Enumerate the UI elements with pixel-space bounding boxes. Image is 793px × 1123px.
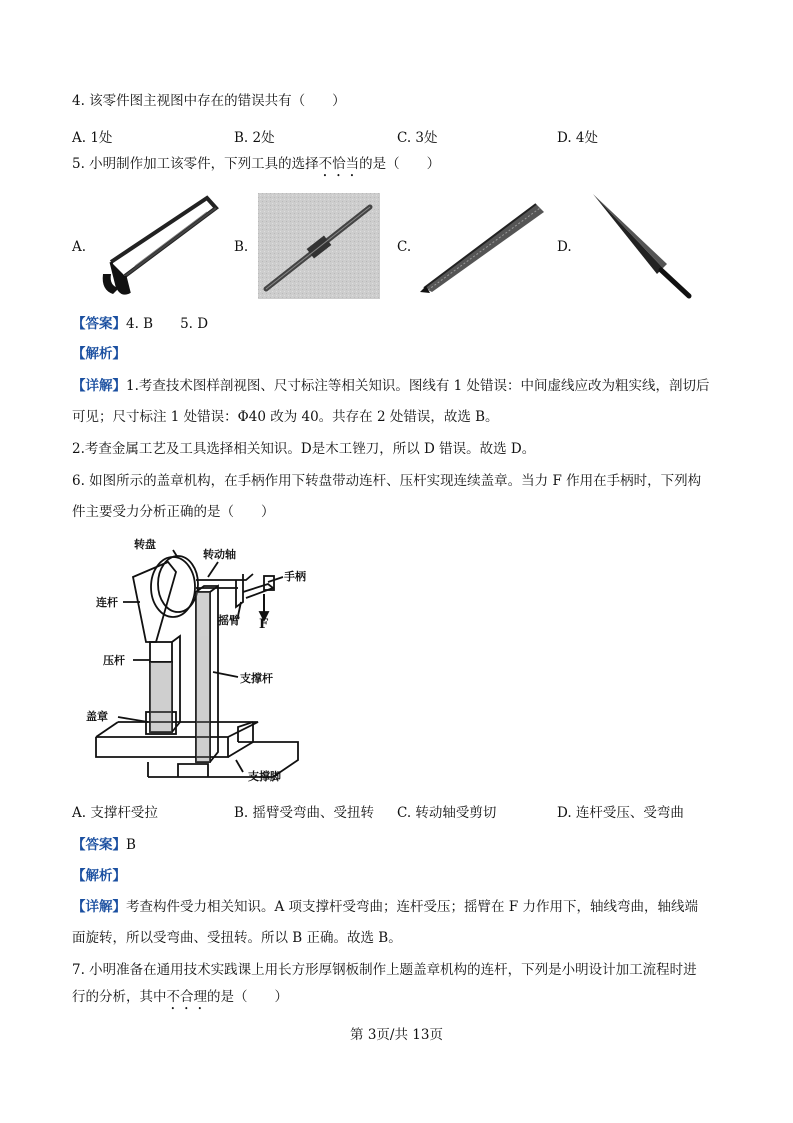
stamp-mechanism-diagram bbox=[78, 532, 318, 790]
label-zhuanpan: 转盘 bbox=[134, 538, 156, 551]
answer-6: 【答案】B bbox=[72, 837, 136, 853]
q6-stem-line-1: 6. 如图所示的盖章机构，在手柄作用下转盘带动连杆、压杆实现连续盖章。当力 F 作用在手柄时，下列构 bbox=[72, 473, 702, 489]
q5-option-b: B. bbox=[234, 239, 249, 255]
detail-1-line-1: 【详解】1.考查技术图样剖视图、尺寸标注等相关知识。图线有 1 处错误：中间虚线应改为粗实线，剖切后 bbox=[72, 378, 710, 394]
q5-option-a: A. bbox=[72, 239, 87, 255]
label-gaizhang: 盖章 bbox=[86, 710, 108, 723]
analysis-heading-2: 【解析】 bbox=[72, 868, 126, 884]
label-liangan: 连杆 bbox=[96, 596, 118, 609]
q4-option-a: A. 1处 bbox=[72, 130, 113, 146]
hacksaw-icon bbox=[95, 190, 225, 300]
q7-stem-line-2: 行的分析，其中不合理的是（ ） bbox=[72, 989, 288, 1005]
q4-option-c: C. 3处 bbox=[397, 130, 438, 146]
q5-option-c: C. bbox=[397, 239, 412, 255]
q4-stem: 4. 该零件图主视图中存在的错误共有（ ） bbox=[72, 93, 346, 109]
label-zhichenggan: 支撑杆 bbox=[240, 672, 273, 685]
q4-option-b: B. 2处 bbox=[234, 130, 275, 146]
label-yaobi: 摇臂 bbox=[218, 614, 240, 627]
detail-1-line-3: 2.考查金属工艺及工具选择相关知识。D是木工锉刀，所以 D 错误。故选 D。 bbox=[72, 441, 536, 457]
answer-4-5: 【答案】4. B 5. D bbox=[72, 316, 209, 332]
q7-stem-line-1: 7. 小明准备在通用技术实践课上用长方形厚钢板制作上题盖章机构的连杆，下列是小明设计加工流程时进 bbox=[72, 962, 697, 978]
q6-stem-line-2: 件主要受力分析正确的是（ ） bbox=[72, 504, 275, 520]
q5-option-d: D. bbox=[557, 239, 572, 255]
tap-wrench-icon bbox=[258, 193, 380, 299]
q5-stem: 5. 小明制作加工该零件，下列工具的选择不恰当的是（ ） bbox=[72, 156, 441, 172]
emphasis-text: 不合理 bbox=[166, 989, 207, 1005]
flat-file-icon bbox=[585, 190, 700, 302]
round-file-icon bbox=[418, 196, 548, 296]
page-footer: 第 3页/共 13页 bbox=[350, 1027, 443, 1043]
label-force: F bbox=[259, 617, 269, 632]
label-zhichengjiao: 支撑脚 bbox=[248, 770, 281, 783]
q4-option-d: D. 4处 bbox=[557, 130, 599, 146]
analysis-heading-1: 【解析】 bbox=[72, 346, 126, 362]
q6-option-c: C. 转动轴受剪切 bbox=[397, 805, 497, 821]
q6-option-d: D. 连杆受压、受弯曲 bbox=[557, 805, 684, 821]
q6-option-b: B. 摇臂受弯曲、受扭转 bbox=[234, 805, 375, 821]
detail-2-line-2: 面旋转，所以受弯曲、受扭转。所以 B 正确。故选 B。 bbox=[72, 930, 402, 946]
label-shoubing: 手柄 bbox=[284, 570, 306, 583]
q6-option-a: A. 支撑杆受拉 bbox=[72, 805, 158, 821]
label-zhuandongzhou: 转动轴 bbox=[203, 548, 236, 561]
emphasis-text: 不恰当 bbox=[318, 156, 360, 172]
label-yagan: 压杆 bbox=[103, 654, 125, 667]
detail-2-line-1: 【详解】考查构件受力相关知识。A 项支撑杆受弯曲；连杆受压；摇臂在 F 力作用下，轴线弯曲，轴线端 bbox=[72, 899, 698, 915]
detail-1-line-2: 可见；尺寸标注 1 处错误：Φ40 改为 40。共存在 2 处错误，故选 B。 bbox=[72, 409, 499, 425]
